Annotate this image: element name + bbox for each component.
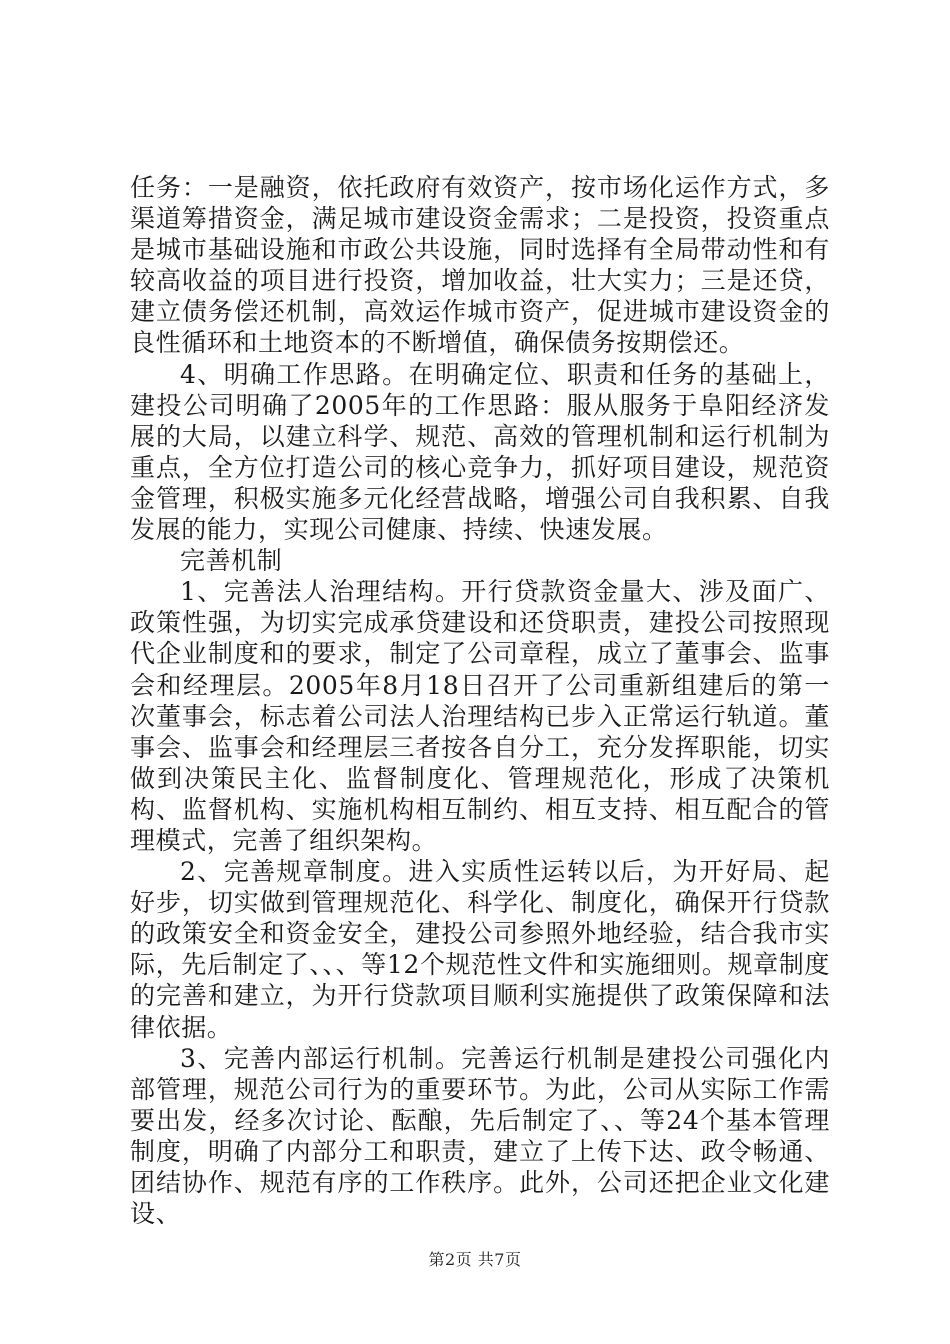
page-number-footer: 第2页 共7页 bbox=[428, 1250, 522, 1269]
document-body bbox=[130, 172, 830, 1229]
paragraph-tasks: 任务：一是融资，依托政府有效资产，按市场化运作方式，多渠道筹措资金，满足城市建设资金需求；二是投资，投资重点是城市基础设施和市政公共设施，同时选择有全局带动性和有较高收益的项目进行投资，增加收益，壮大实力；三是还贷，建立债务偿还机制，高效运作城市资产，促进城市建设资金的良性循环和土地资本的不断增值，确保债务按期偿还。 bbox=[130, 173, 830, 358]
section-heading: 完善机制 bbox=[180, 546, 283, 576]
paragraph-internal-mechanism: 3、完善内部运行机制。完善运行机制是建投公司强化内部管理，规范公司行为的重要环节。为此，公司从实际工作需要出发，经多次讨论、酝酿，先后制定了、、等24个基本管理制度，明确了内部分工和职责，建立了上传下达、政令畅通、团结协作、规范有序的工作秩序。此外，公司还把企业文化建设、 bbox=[130, 1043, 830, 1229]
paragraph-regulations: 2、完善规章制度。进入实质性运转以后，为开好局、起好步，切实做到管理规范化、科学化、制度化，确保开行贷款的政策安全和资金安全，建投公司参照外地经验，结合我市实际，先后制定了、、、等12个规范性文件和实施细则。规章制度的完善和建立，为开行贷款项目顺利实施提供了政策保障和法律依据。 bbox=[130, 857, 830, 1042]
paragraph-work-approach: 4、明确工作思路。在明确定位、职责和任务的基础上，建投公司明确了2005年的工作思路：服从服务于阜阳经济发展的大局，以建立科学、规范、高效的管理机制和运行机制为重点，全方位打造公司的核心竞争力，抓好项目建设，规范资金管理，积极实施多元化经营战略，增强公司自我积累、自我发展的能力，实现公司健康、持续、快速发展。 bbox=[130, 359, 830, 545]
paragraph-governance: 1、完善法人治理结构。开行贷款资金量大、涉及面广、政策性强，为切实完成承贷建设和还贷职责，建投公司按照现代企业制度和的要求，制定了公司章程，成立了董事会、监事会和经理层。2005年8月18日召开了公司重新组建后的第一次董事会，标志着公司法人治理结构已步入正常运行轨道。董事会、监事会和经理层三者按各自分工，充分发挥职能，切实做到决策民主化、监督制度化、管理规范化，形成了决策机构、监督机构、实施机构相互制约、相互支持、相互配合的管理模式，完善了组织架构。 bbox=[130, 577, 830, 855]
